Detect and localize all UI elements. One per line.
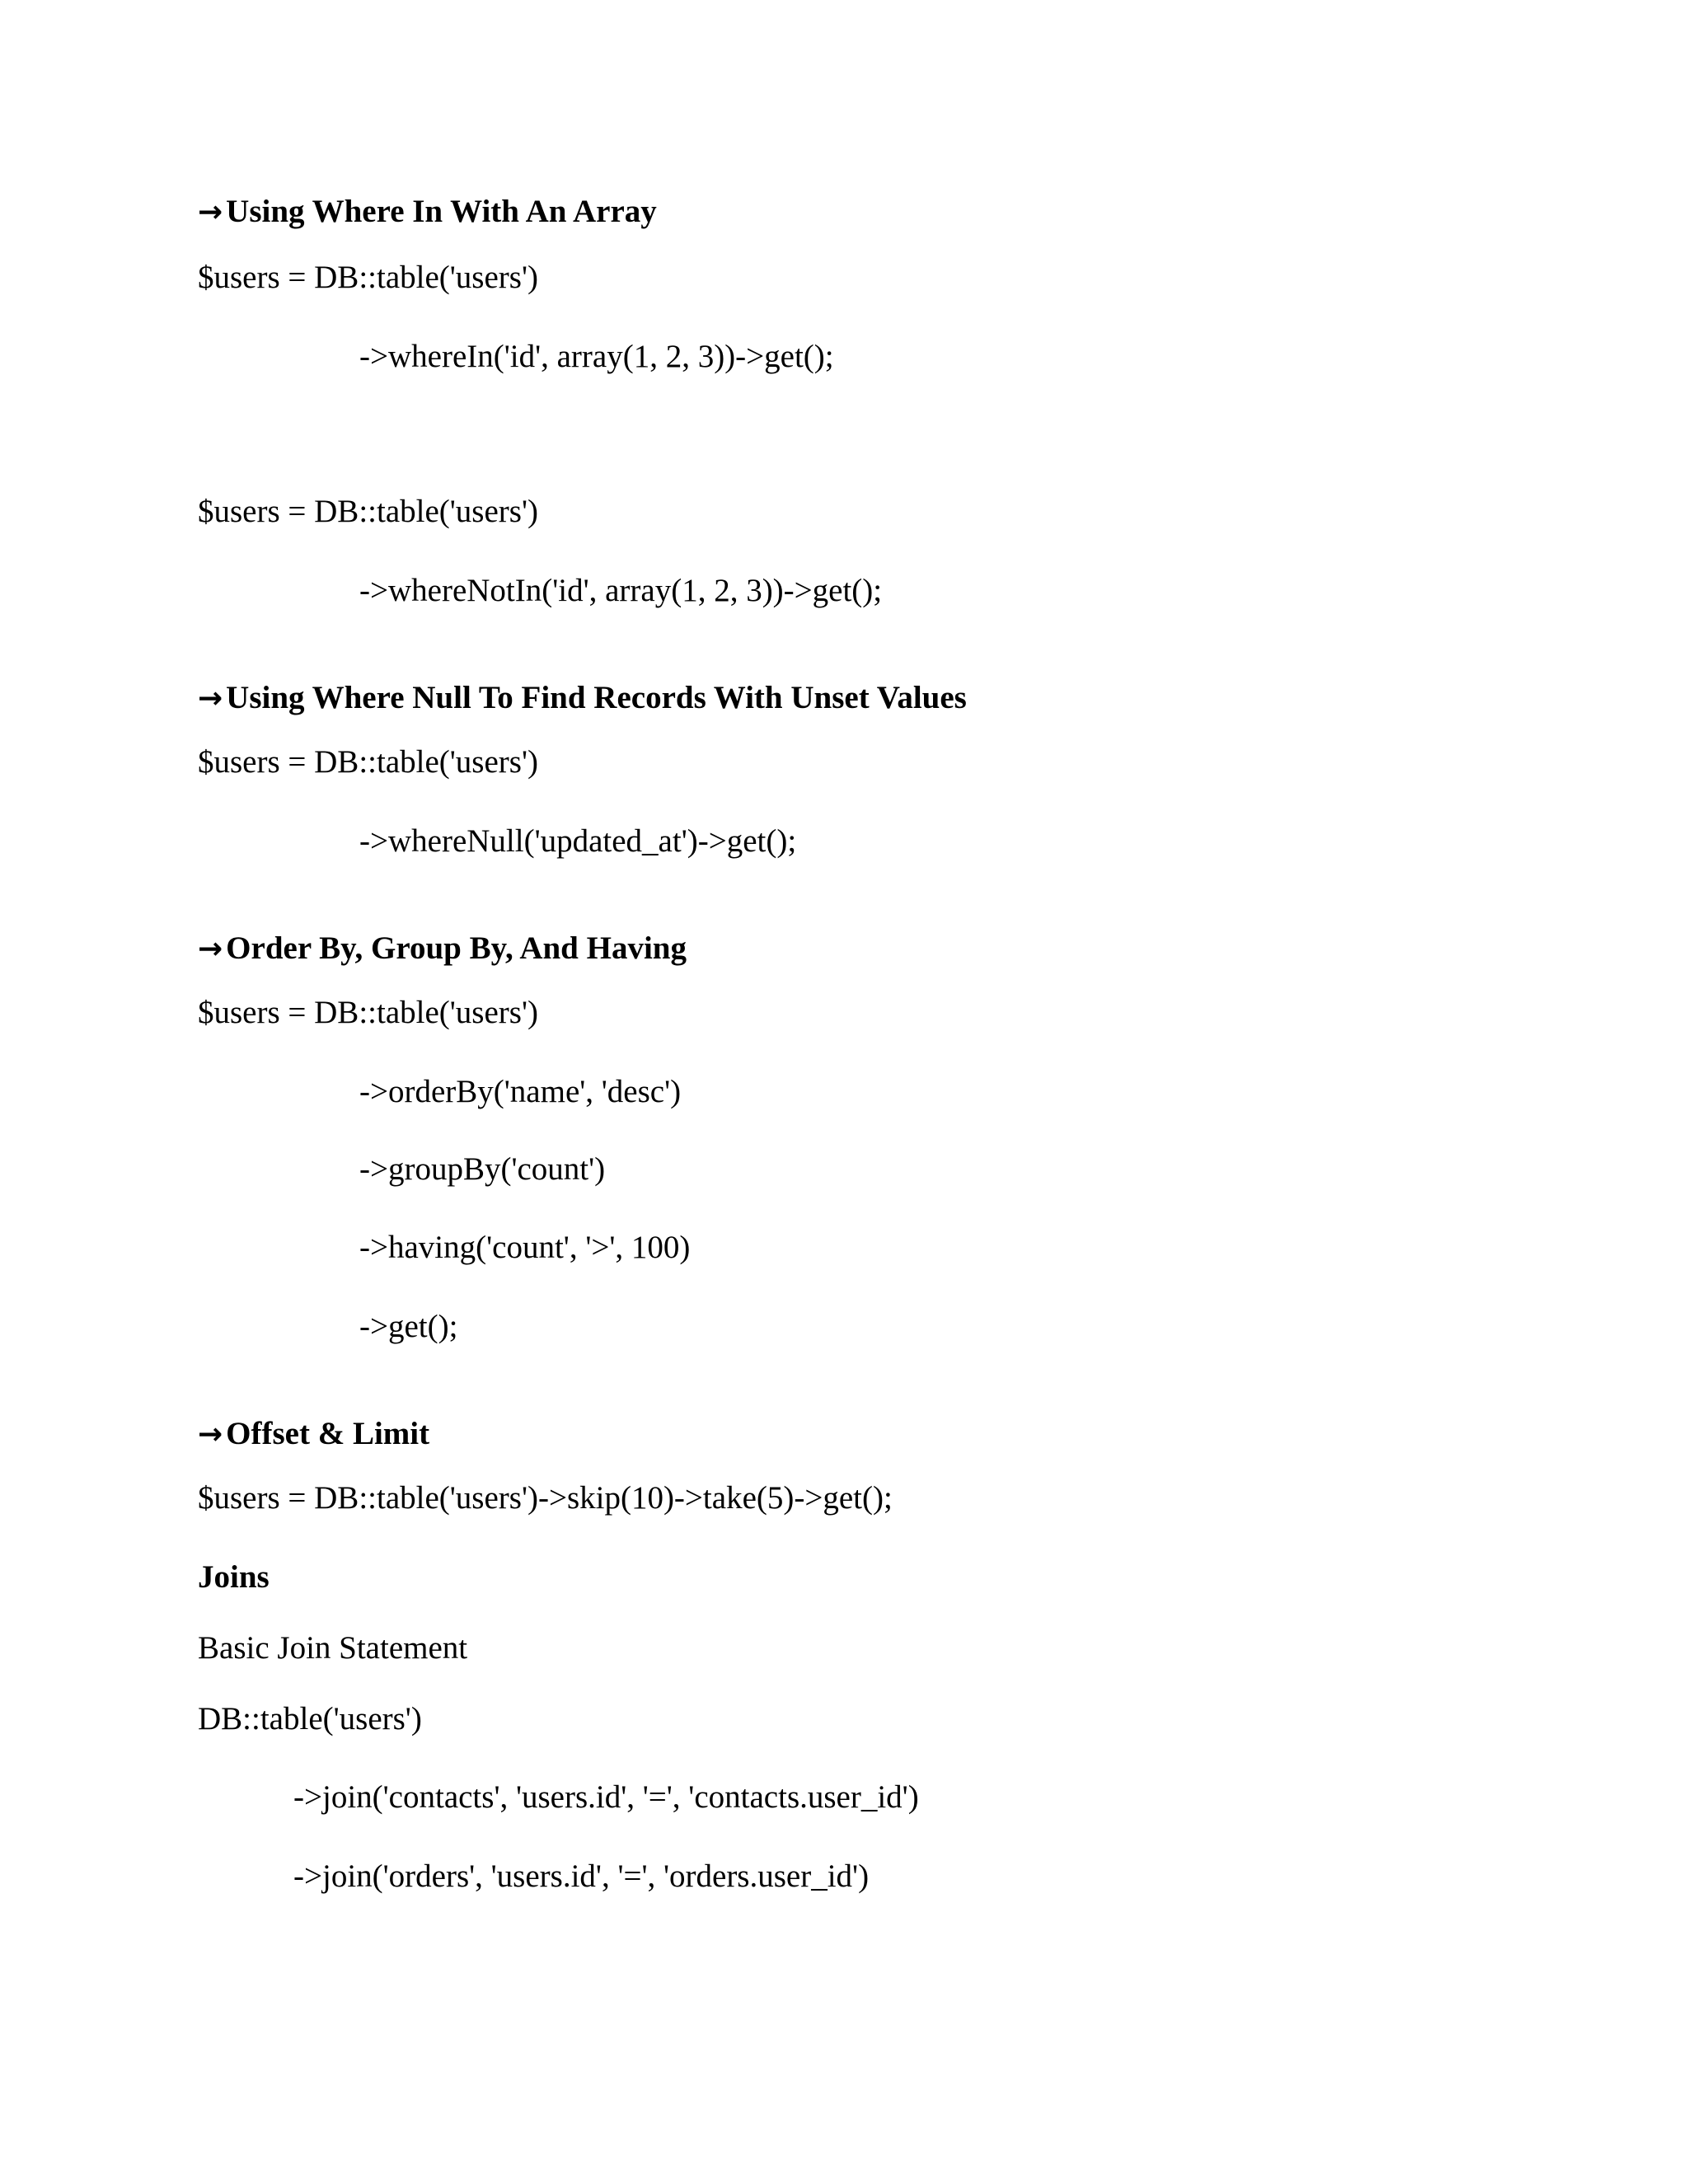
joins-heading: Joins — [198, 1559, 270, 1595]
code-line: $users = DB::table('users')->skip(10)->take(5)->get(); — [198, 1480, 893, 1516]
section-heading-where-in: → Using Where In With An Array — [198, 192, 657, 232]
code-line: $users = DB::table('users') — [198, 744, 538, 780]
arrow-icon: → — [198, 1418, 223, 1451]
code-line: ->join('orders', 'users.id', '=', 'orders.user_id') — [293, 1858, 870, 1894]
code-line: $users = DB::table('users') — [198, 494, 538, 529]
code-line: $users = DB::table('users') — [198, 260, 538, 295]
code-line: ->having('count', '>', 100) — [359, 1230, 691, 1265]
arrow-icon: → — [198, 682, 223, 715]
arrow-icon: → — [198, 932, 223, 966]
code-line: ->orderBy('name', 'desc') — [359, 1074, 682, 1109]
arrow-icon: → — [198, 195, 223, 229]
section-heading-order-group-having: → Order By, Group By, And Having — [198, 929, 687, 969]
code-line: ->whereNull('updated_at')->get(); — [359, 823, 797, 859]
code-line: ->whereNotIn('id', array(1, 2, 3))->get(); — [359, 573, 883, 608]
code-line: ->get(); — [359, 1309, 458, 1344]
section-heading-offset-limit: → Offset & Limit — [198, 1414, 429, 1455]
code-line: DB::table('users') — [198, 1701, 422, 1736]
joins-subheading: Basic Join Statement — [198, 1630, 468, 1666]
code-line: ->join('contacts', 'users.id', '=', 'contacts.user_id') — [293, 1779, 919, 1815]
code-line: ->whereIn('id', array(1, 2, 3))->get(); — [359, 339, 834, 374]
section-heading-where-null: → Using Where Null To Find Records With Unset Values — [198, 678, 967, 719]
code-line: $users = DB::table('users') — [198, 995, 538, 1030]
code-line: ->groupBy('count') — [359, 1151, 606, 1187]
